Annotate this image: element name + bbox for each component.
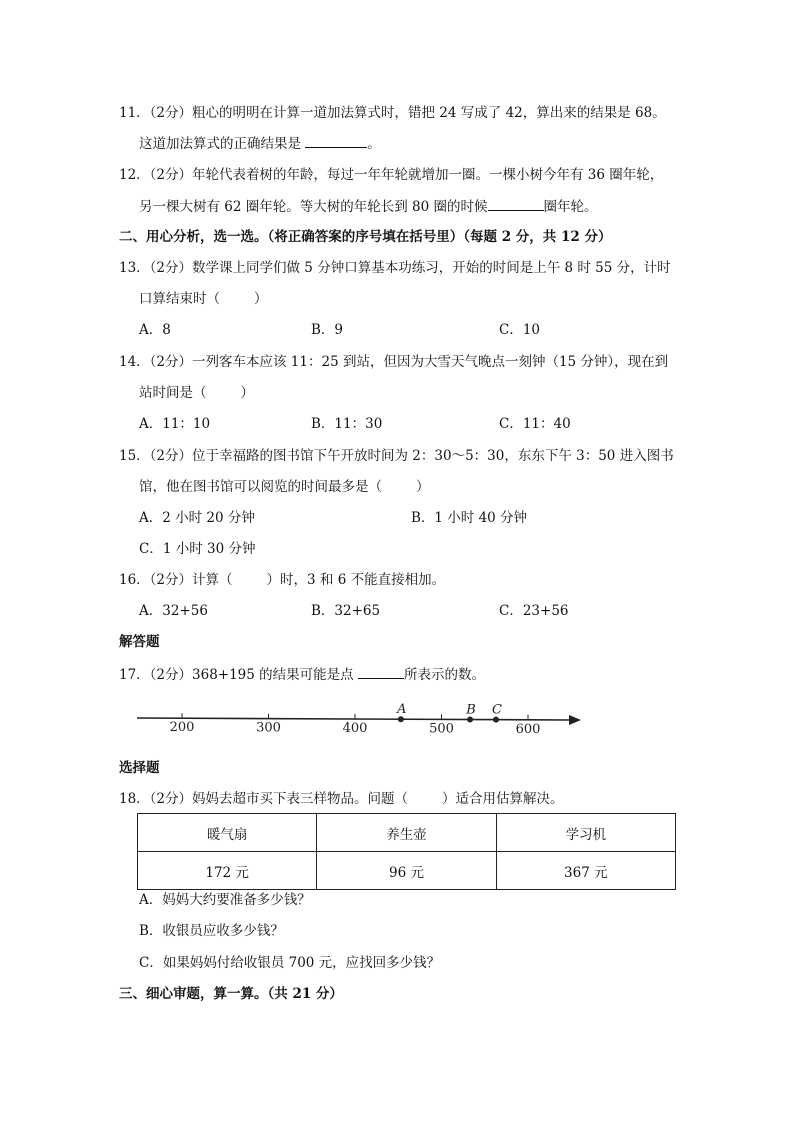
table-header-cell: 学习机: [496, 814, 675, 852]
q14-line2: [139, 383, 254, 403]
q15-line2: [139, 477, 430, 497]
q18-option-b[interactable]: B．收银员应收多少钱？: [139, 923, 284, 939]
number-line: [135, 700, 585, 742]
q13-line1: 13．（2分）数学课上同学们做 5 分钟口算基本功练习，开始的时间是上午 8 时 55 分，计时: [119, 260, 671, 276]
q18-option-a[interactable]: A．妈妈大约要准备多少钱？: [139, 892, 311, 908]
q12-line2: [139, 196, 598, 217]
q13-line2-text: 口算结束时（: [139, 291, 220, 307]
q12-line2-end: 圈年轮。: [543, 199, 598, 215]
q15-line1: 15．（2分）位于幸福路的图书馆下午开放时间为 2：30～5：30，东东下午 3：50 进入图书: [119, 448, 674, 464]
tick-label: 600: [515, 721, 541, 737]
q18-option-c[interactable]: C．如果妈妈付给收银员 700 元，应找回多少钱？: [139, 955, 441, 971]
table-header-cell: 养生壶: [317, 814, 496, 852]
q16-option-c[interactable]: C．23+56: [499, 603, 569, 619]
q13-line2: [139, 289, 268, 309]
q16-line1-end: ）时，3 和 6 不能直接相加。: [266, 572, 446, 588]
q18-line1: [119, 789, 564, 809]
tick-label: 200: [169, 720, 195, 736]
section-answer-heading: 解答题: [119, 634, 160, 650]
q17-line1: [119, 664, 485, 685]
section3-heading: 三、细心审题，算一算。（共 21 分）: [119, 986, 343, 1002]
table-row: [138, 852, 676, 890]
q15-line2-text: 馆，他在图书馆可以阅览的时间最多是（: [139, 479, 382, 495]
number-line-axis: [137, 718, 571, 720]
tick-label: 400: [342, 721, 368, 737]
q17-line1-text: 17．（2分）368+195 的结果可能是点: [119, 667, 358, 683]
point-label: A: [397, 702, 407, 718]
q14-line2-text: 站时间是（: [139, 385, 207, 401]
number-line-arrow: [569, 715, 581, 725]
q14-option-b[interactable]: B．11：30: [311, 416, 383, 432]
point-label: B: [466, 702, 476, 718]
q14-paren-close: ）: [240, 385, 254, 401]
price-table: [137, 813, 676, 890]
table-cell: 96 元: [317, 852, 496, 890]
q16-option-b[interactable]: B．32+65: [311, 603, 381, 619]
table-cell: 172 元: [138, 852, 317, 890]
table-cell: 367 元: [496, 852, 675, 890]
q11-answer-blank[interactable]: [305, 133, 367, 148]
number-line-ticks: [170, 713, 541, 737]
q14-line1: 14．（2分）一列客车本应该 11：25 到站，但因为大雪天气晚点一刻钟（15 分钟），现在到: [119, 354, 669, 370]
q14-option-c[interactable]: C．11：40: [499, 416, 571, 432]
q15-paren-close: ）: [416, 479, 430, 495]
section2-heading: 二、用心分析，选一选。（将正确答案的序号填在括号里）（每题 2 分，共 12 分）: [119, 229, 612, 245]
q13-option-b[interactable]: B．9: [311, 322, 344, 338]
q12-line2-text: 另一棵大树有 62 圈年轮。等大树的年轮长到 80 圈的时候: [139, 199, 488, 215]
point-label: C: [492, 702, 502, 718]
section-choice-heading: 选择题: [119, 760, 160, 776]
q11-line2-text: 这道加法算式的正确结果是: [139, 136, 306, 152]
q15-option-c[interactable]: C．1 小时 30 分钟: [139, 541, 256, 557]
q13-option-a[interactable]: A．8: [139, 322, 171, 338]
table-header-cell: 暖气扇: [138, 814, 317, 852]
q15-option-a[interactable]: A．2 小时 20 分钟: [139, 510, 255, 526]
q11-line2: [139, 133, 381, 154]
q18-line1-end: ）适合用估算解决。: [442, 791, 564, 807]
q15-option-b[interactable]: B．1 小时 40 分钟: [411, 510, 528, 526]
q17-line1-end: 所表示的数。: [403, 667, 485, 683]
q13-paren-close: ）: [254, 291, 268, 307]
q12-answer-blank[interactable]: [488, 196, 544, 211]
q11-line1: 11．（2分）粗心的明明在计算一道加法算式时，错把 24 写成了 42，算出来的结果是 68。: [119, 105, 666, 121]
tick-label: 300: [256, 720, 281, 736]
q14-option-a[interactable]: A．11：10: [139, 416, 211, 432]
q11-line2-end: 。: [367, 136, 381, 152]
table-header-row: [138, 814, 676, 852]
q17-answer-blank[interactable]: [358, 664, 404, 679]
q16-line1: [119, 570, 445, 590]
q13-option-c[interactable]: C．10: [499, 322, 541, 338]
q16-line1-text: 16．（2分）计算（: [119, 572, 233, 588]
q12-line1: 12．（2分）年轮代表着树的年龄，每过一年年轮就增加一圈。一棵小树今年有 36 圈年轮，: [119, 167, 664, 183]
tick-label: 500: [429, 721, 454, 737]
q18-line1-text: 18．（2分）妈妈去超市买下表三样物品。问题（: [119, 791, 409, 807]
q16-option-a[interactable]: A．32+56: [139, 603, 208, 619]
